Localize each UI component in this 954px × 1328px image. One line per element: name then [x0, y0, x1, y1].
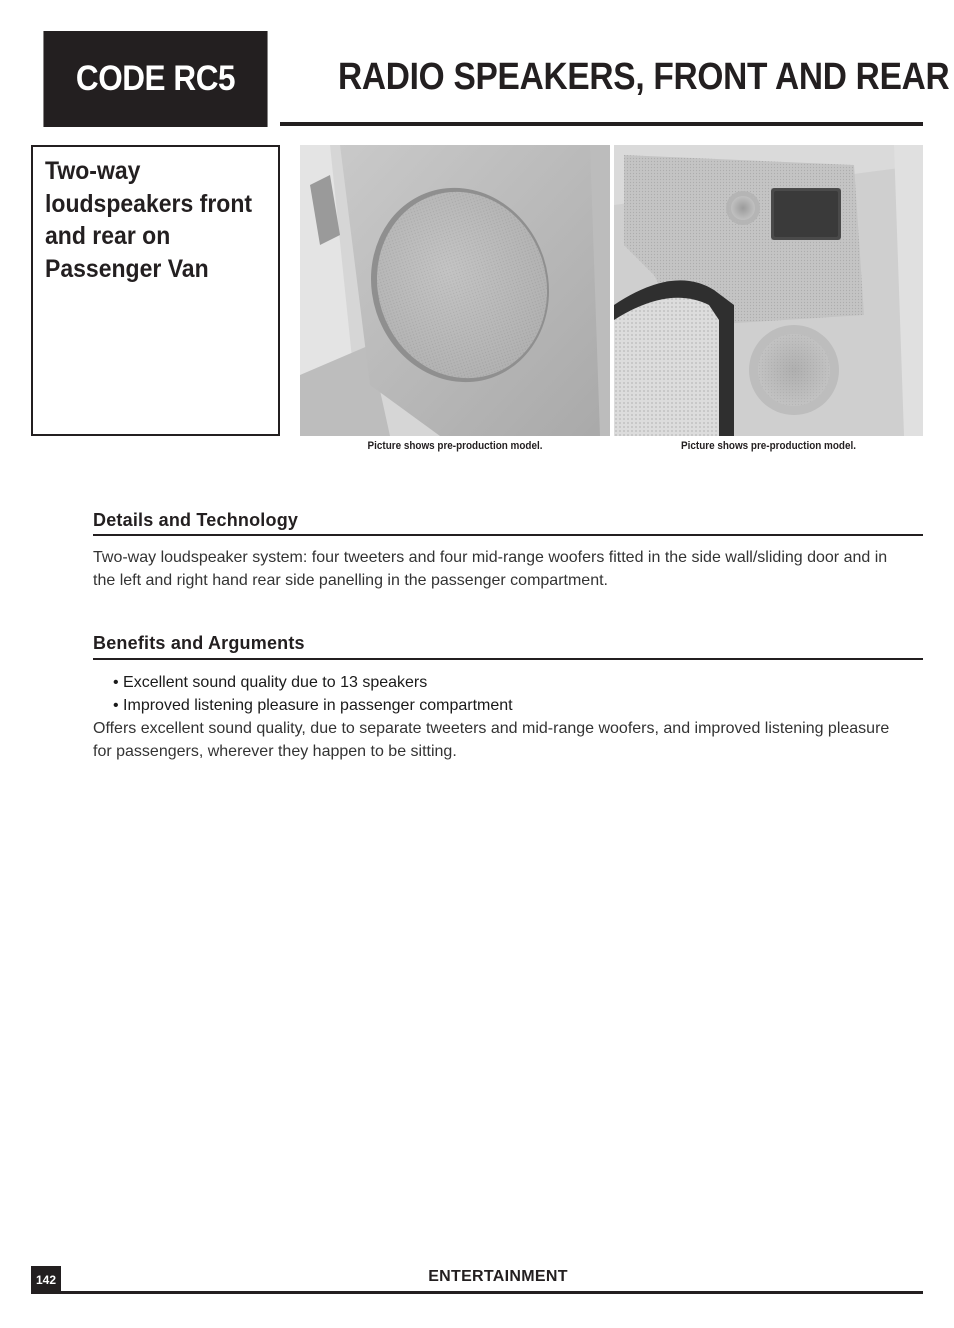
benefits-list [113, 671, 513, 717]
feature-text: Two-way loudspeakers front and rear on Passenger Van [45, 157, 253, 283]
page-title: RADIO SPEAKERS, FRONT AND REAR [338, 56, 950, 98]
code-label: CODE RC5 [43, 31, 267, 127]
details-rule [93, 534, 923, 536]
details-body: Two-way loudspeaker system: four tweeters and four mid-range woofers fitted in the side wall/sliding door and in the left and right hand rear side panelling in the passenger compartment. [93, 549, 888, 589]
details-heading: Details and Technology [93, 510, 299, 530]
footer-rule [31, 1291, 923, 1294]
rear-speakers-image [614, 145, 923, 436]
photo-caption-right: Picture shows pre-production model. [681, 440, 856, 452]
photo-front-speaker [300, 145, 610, 436]
benefits-heading: Benefits and Arguments [93, 633, 305, 653]
list-item: • Improved listening pleasure in passenger compartment [113, 697, 513, 714]
front-speaker-image [300, 145, 610, 436]
benefits-body: Offers excellent sound quality, due to separate tweeters and mid-range woofers, and improved listening pleasure for passengers, wherever they happen to be sitting. [93, 720, 890, 760]
page-number: 142 [31, 1266, 61, 1293]
feature-box [31, 145, 280, 436]
photo-caption-left: Picture shows pre-production model. [367, 440, 543, 452]
benefits-rule [93, 658, 923, 660]
title-rule [280, 122, 923, 126]
list-item: • Excellent sound quality due to 13 speakers [113, 674, 428, 691]
photo-rear-speakers [614, 145, 923, 436]
footer-section: ENTERTAINMENT [428, 1268, 568, 1285]
